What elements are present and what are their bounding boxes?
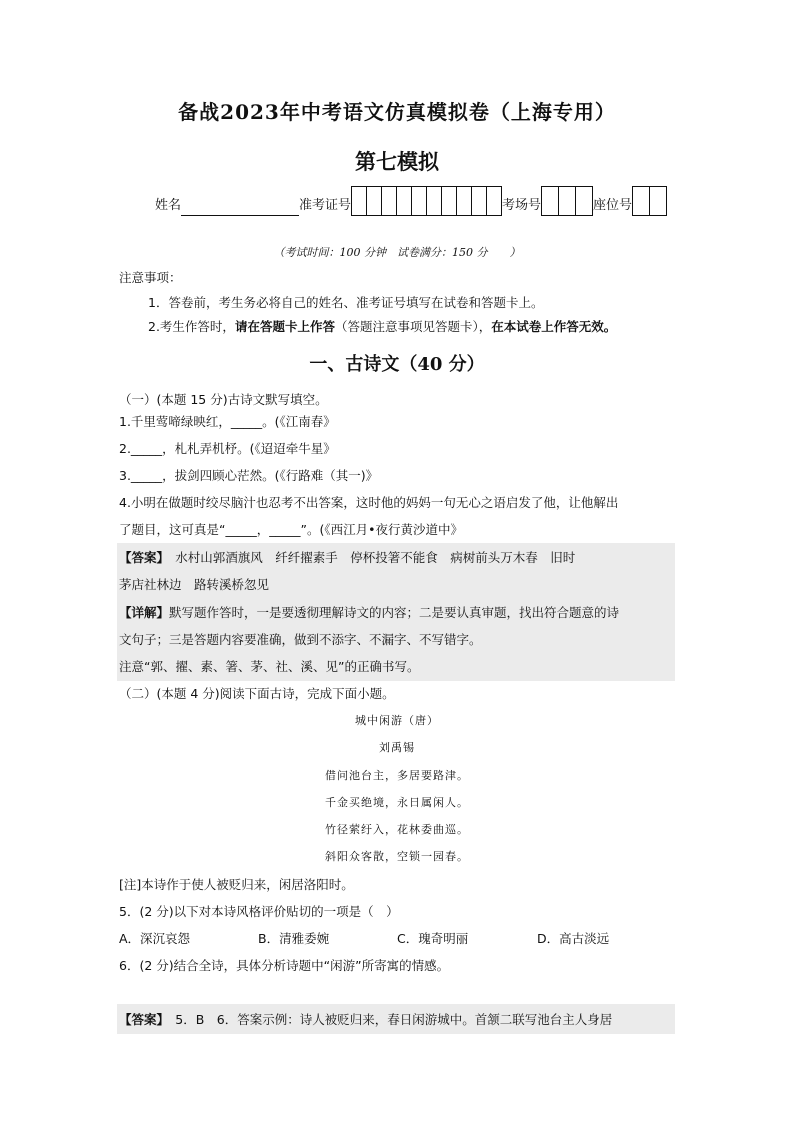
q5-option-a: A．深沉哀怨 [119,931,191,946]
question-4-line2: 了题目，这可真是“_____，_____”。(《西江月•夜行黄沙道中》 [119,522,463,537]
detail-line1: 【详解】默写题作答时，一是要透彻理解诗文的内容；二是要认真审题，找出符合题意的诗 [119,605,620,620]
answer-line1: 【答案】 水村山郭酒旗风 纤纤擢素手 停杯投箸不能食 病树前头万木春 旧时 [119,550,576,565]
note-item-1: 1．答卷前，考生务必将自己的姓名、准考证号填写在试卷和答题卡上。 [148,295,544,310]
note-item-2-c: （答题注意事项见答题卡）， [334,319,492,334]
question-5: 5．(2 分)以下对本诗风格评价贴切的一项是（ ） [119,904,399,919]
answer-2-label: 【答案】 [119,1012,163,1027]
q5-option-b: B．清雅委婉 [258,931,330,946]
seat-label: 座位号 [593,198,633,213]
notes-heading: 注意事项： [119,270,182,285]
exam-number-label: 准考证号 [299,198,352,213]
poem-title: 城中闲游（唐） [355,714,439,727]
part2-title: （二）(本题 4 分)阅读下面古诗，完成下面小题。 [119,686,395,701]
answer-line2: 茅店社林边 路转溪桥忽见 [119,577,270,592]
note-item-2-b: 请在答题卡上作答 [234,319,335,334]
document-title: 备战2023年中考语文仿真模拟卷（上海专用） [178,100,616,124]
poem-line-4: 斜阳众客散，空锁一园春。 [325,850,469,863]
poem-line-2: 千金买绝境，永日属闲人。 [325,796,469,809]
section-heading: 一、古诗文（40 分） [309,354,485,375]
answer-2-line: 【答案】 5．B 6．答案示例：诗人被贬归来，春日闲游城中。首颔二联写池台主人身居 [119,1012,613,1027]
exam-number-boxes[interactable] [351,186,502,216]
detail-line3: 注意“郭、擢、素、箸、茅、社、溪、见”的正确书写。 [119,659,420,674]
question-1: 1.千里莺啼绿映红，_____。(《江南春》 [119,414,336,429]
note-item-2-d: 在本试卷上作答无效。 [491,319,617,334]
document-subtitle: 第七模拟 [355,149,439,174]
note-item-2-a: 2.考生作答时， [148,319,235,334]
seat-boxes[interactable] [632,186,667,216]
question-3: 3._____，拔剑四顾心茫然。(《行路难（其一)》 [119,468,379,483]
detail-line2: 文句子；三是答题内容要准确，做到不添字、不漏字、不写错字。 [119,632,482,647]
q5-option-d: D．高古淡远 [537,931,610,946]
question-2: 2._____，札札弄机杼。(《迢迢牵牛星》 [119,441,336,456]
question-6: 6．(2 分)结合全诗，具体分析诗题中“闲游”所寄寓的情感。 [119,958,450,973]
name-label: 姓名 [155,198,182,213]
note-item-2 [148,317,616,335]
name-blank[interactable] [181,197,299,216]
exam-room-boxes[interactable] [541,186,593,216]
poem-line-3: 竹径萦纡入，花林委曲巡。 [325,823,469,836]
question-4-line1: 4.小明在做题时绞尽脑汁也忍考不出答案，这时他的妈妈一句无心之语启发了他，让他解出 [119,495,619,510]
detail-label: 【详解】 [119,605,170,620]
candidate-info-row [155,186,667,216]
poem-note: [注]本诗作于使人被贬归来，闲居洛阳时。 [119,877,354,892]
poem-line-1: 借问池台主，多居要路津。 [325,769,469,782]
answer-label: 【答案】 [119,550,163,565]
q5-option-c: C．瑰奇明丽 [397,931,469,946]
exam-time-info: （考试时间：100 分钟 试卷满分：150 分 ） [273,246,521,259]
part1-title: （一）(本题 15 分)古诗文默写填空。 [119,392,328,407]
poem-author: 刘禹锡 [379,741,415,754]
exam-room-label: 考场号 [502,198,542,213]
